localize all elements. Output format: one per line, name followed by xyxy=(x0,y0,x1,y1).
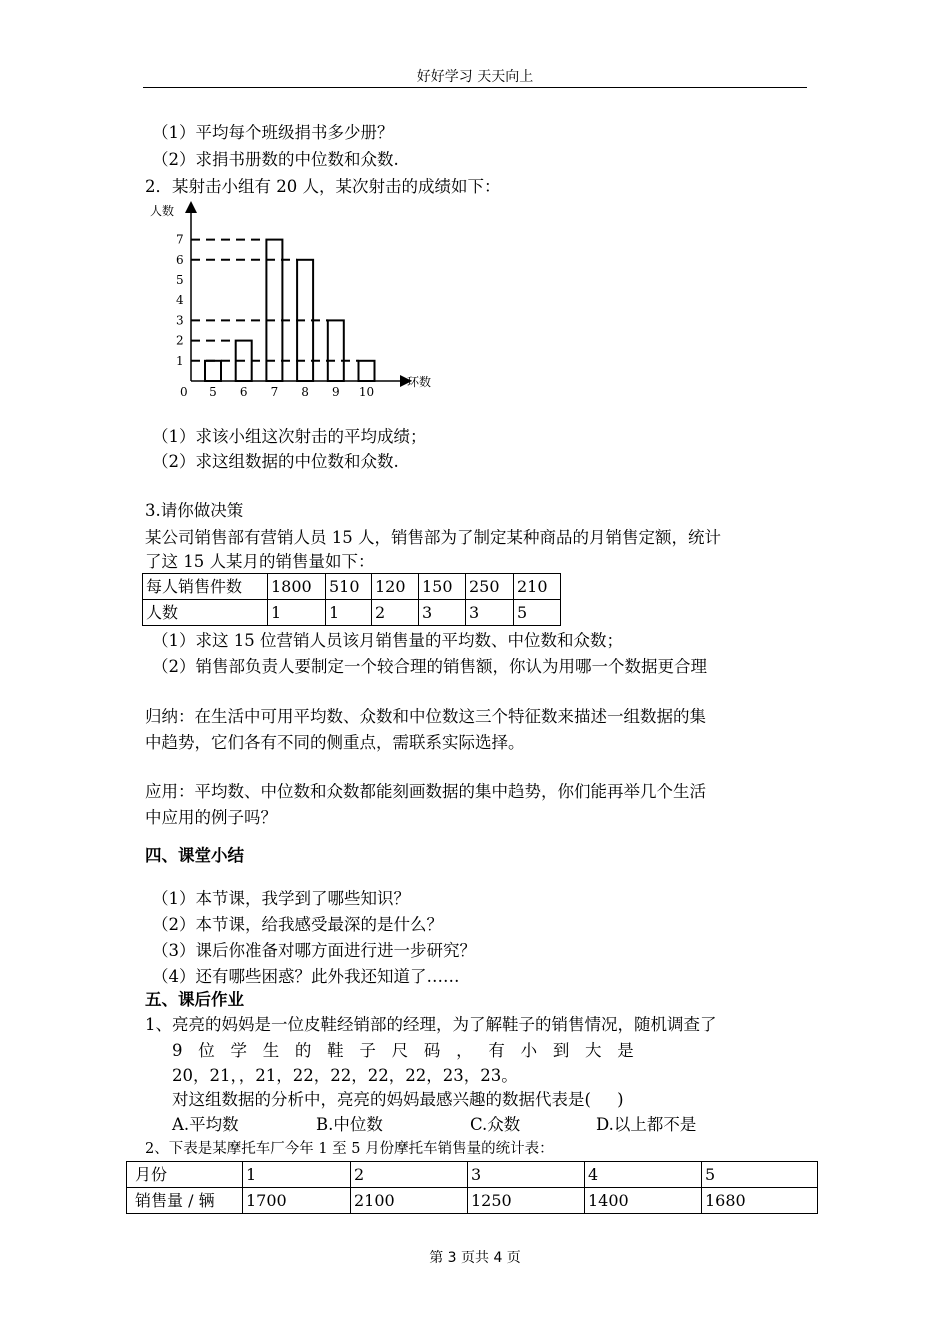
table-cell: 210 xyxy=(514,574,561,600)
hw1-option-b: B.中位数 xyxy=(316,1115,383,1134)
table-cell: 销售量 / 辆 xyxy=(127,1188,243,1214)
hw1-line2: 9 位 学 生 的 鞋 子 尺 码 ， 有 小 到 大 是 xyxy=(172,1041,634,1060)
table-cell: 1 xyxy=(243,1162,351,1188)
table-cell: 150 xyxy=(419,574,466,600)
hw1-line1: 1、亮亮的妈妈是一位皮鞋经销部的经理，为了解鞋子的销售情况，随机调查了 xyxy=(145,1015,717,1034)
y-tick-label: 7 xyxy=(176,232,184,247)
y-tick-label: 6 xyxy=(176,252,184,267)
table-cell: 3 xyxy=(466,600,514,626)
summary-line2: 中趋势，它们各有不同的侧重点，需联系实际选择。 xyxy=(145,733,525,752)
section4-heading: 四、课堂小结 xyxy=(145,846,244,865)
sales-table xyxy=(142,573,561,626)
q2-part1: （1）求该小组这次射击的平均成绩； xyxy=(152,427,427,446)
y-axis-label: 人数 xyxy=(150,204,175,218)
bar-9 xyxy=(328,320,344,381)
x-tick-label: 9 xyxy=(331,385,340,399)
bar-7 xyxy=(266,240,282,381)
table-cell: 4 xyxy=(585,1162,702,1188)
y-tick-label: 2 xyxy=(176,333,184,348)
q3-line2: 了这 15 人某月的销售量如下： xyxy=(145,552,375,571)
motorcycle-sales-table xyxy=(126,1161,818,1214)
section5-heading: 五、课后作业 xyxy=(145,990,244,1009)
y-tick-label: 3 xyxy=(176,313,184,328)
x-axis-label: 环数 xyxy=(407,375,432,389)
q2-title: 2．某射击小组有 20 人，某次射击的成绩如下： xyxy=(145,177,501,196)
hw1-option-a: A.平均数 xyxy=(172,1115,239,1134)
application-line2: 中应用的例子吗？ xyxy=(145,808,277,827)
table-cell: 1 xyxy=(326,600,372,626)
header-divider xyxy=(143,87,807,88)
y-tick-label: 1 xyxy=(176,353,184,368)
table-cell: 月份 xyxy=(127,1162,243,1188)
table-cell: 3 xyxy=(419,600,466,626)
table-row xyxy=(127,1162,818,1188)
bar-10 xyxy=(359,361,375,381)
hw1-option-d: D.以上都不是 xyxy=(596,1115,697,1134)
table-cell: 1700 xyxy=(243,1188,351,1214)
y-tick-label: 5 xyxy=(176,273,184,287)
x-tick-label: 7 xyxy=(270,385,279,399)
table-cell: 每人销售件数 xyxy=(143,574,268,600)
table-cell: 人数 xyxy=(143,600,268,626)
table-cell: 1400 xyxy=(585,1188,702,1214)
bar-5 xyxy=(205,361,221,381)
q3-part2: （2）销售部负责人要制定一个较合理的销售额，你认为用哪一个数据更合理 xyxy=(152,657,707,676)
q3-line1: 某公司销售部有营销人员 15 人，销售部为了制定某种商品的月销售定额，统计 xyxy=(145,528,721,547)
table-row xyxy=(127,1188,818,1214)
table-cell: 1 xyxy=(268,600,326,626)
q3-title: 3.请你做决策 xyxy=(145,501,244,520)
hw1-option-c: C.众数 xyxy=(470,1115,521,1134)
summary-line1: 归纳：在生活中可用平均数、众数和中位数这三个特征数来描述一组数据的集 xyxy=(145,707,706,726)
x-tick-label: 5 xyxy=(209,385,217,399)
q1-part1: （1）平均每个班级捐书多少册？ xyxy=(152,123,394,142)
table-cell: 120 xyxy=(372,574,419,600)
q2-part2: （2）求这组数据的中位数和众数. xyxy=(152,452,399,471)
x-tick-label: 10 xyxy=(358,385,375,399)
q3-part1: （1）求这 15 位营销人员该月销售量的平均数、中位数和众数； xyxy=(152,631,623,650)
x-tick-label: 6 xyxy=(239,385,248,399)
section4-item: （1）本节课，我学到了哪些知识？ xyxy=(152,889,410,908)
table-cell: 5 xyxy=(702,1162,818,1188)
section4-item: （4）还有哪些困惑？此外我还知道了…… xyxy=(152,967,460,986)
table-cell: 1250 xyxy=(468,1188,585,1214)
hw1-line4: 对这组数据的分析中，亮亮的妈妈最感兴趣的数据代表是( ) xyxy=(172,1090,624,1109)
page-header: 好好学习 天天向上 xyxy=(416,69,534,85)
application-line1: 应用：平均数、中位数和众数都能刻画数据的集中趋势，你们能再举几个生活 xyxy=(145,782,706,801)
table-cell: 3 xyxy=(468,1162,585,1188)
shooting-score-chart xyxy=(140,195,450,410)
y-tick-label: 4 xyxy=(176,293,184,308)
section4-item: （3）课后你准备对哪方面进行进一步研究？ xyxy=(152,941,476,960)
table-cell: 2100 xyxy=(351,1188,468,1214)
hw2-title: 2、下表是某摩托车厂今年 1 至 5 月份摩托车销售量的统计表： xyxy=(145,1141,554,1157)
table-row xyxy=(143,600,561,626)
hw1-line3: 20，21，，21，22，22，22，22，23，23。 xyxy=(172,1066,518,1085)
table-cell: 250 xyxy=(466,574,514,600)
table-row xyxy=(143,574,561,600)
table-cell: 2 xyxy=(351,1162,468,1188)
table-cell: 5 xyxy=(514,600,561,626)
table-cell: 510 xyxy=(326,574,372,600)
q1-part2: （2）求捐书册数的中位数和众数. xyxy=(152,150,399,169)
table-cell: 1800 xyxy=(268,574,326,600)
x-tick-label: 8 xyxy=(301,385,309,399)
table-cell: 2 xyxy=(372,600,419,626)
table-cell: 1680 xyxy=(702,1188,818,1214)
origin-label: 0 xyxy=(180,385,188,399)
section4-item: （2）本节课，给我感受最深的是什么？ xyxy=(152,915,443,934)
page-footer: 第 3 页共 4 页 xyxy=(429,1250,521,1266)
